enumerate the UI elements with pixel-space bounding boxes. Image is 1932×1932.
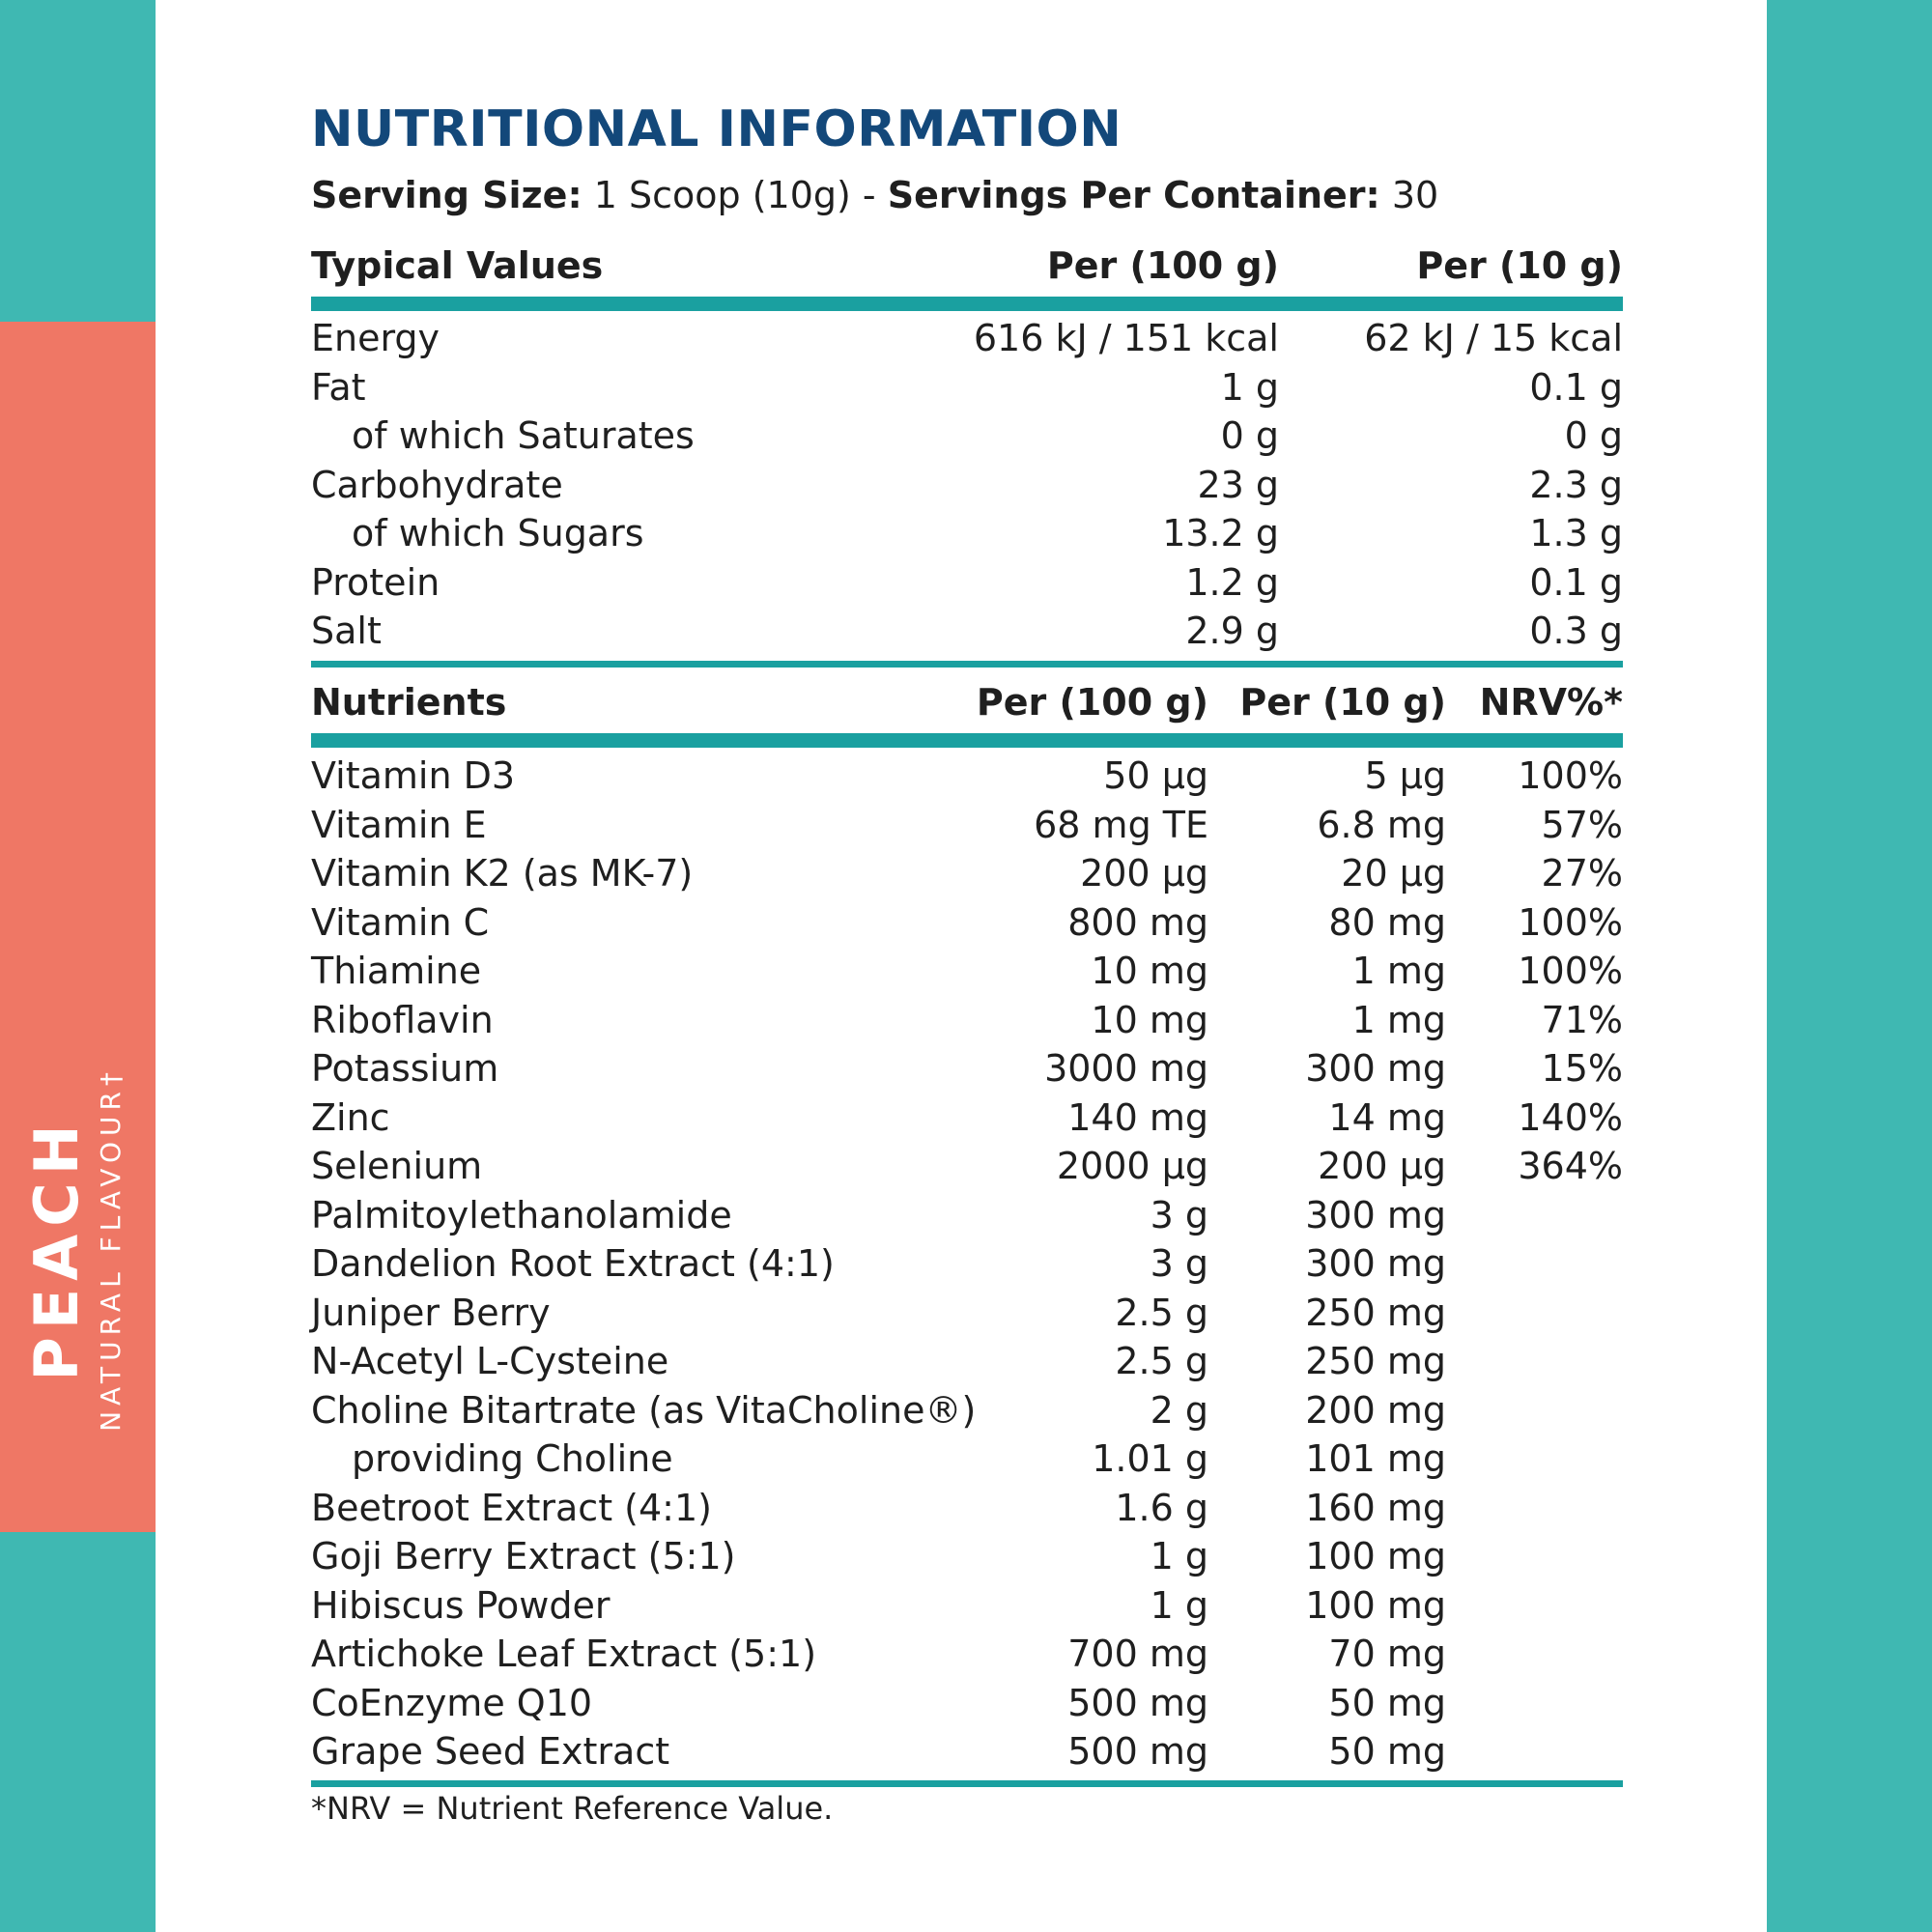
nutrient-name: Energy <box>311 317 440 359</box>
table-row <box>311 1679 1623 1727</box>
table-row <box>311 412 1623 460</box>
flavour-name: PEACH <box>21 1117 92 1381</box>
nutrient-name: Dandelion Root Extract (4:1) <box>311 1242 835 1285</box>
value-nrv: 364% <box>1518 1145 1623 1187</box>
value-per-100g: 3 g <box>1150 1193 1208 1236</box>
nutrients-header <box>311 678 1623 726</box>
value-nrv: 57% <box>1541 803 1623 846</box>
table-row <box>311 1044 1623 1093</box>
nutrient-name: Artichoke Leaf Extract (5:1) <box>311 1633 817 1675</box>
value-per-10g: 1.3 g <box>1529 512 1623 554</box>
value-per-100g: 2 g <box>1150 1388 1208 1432</box>
table-row <box>311 1581 1623 1630</box>
value-per-10g: 14 mg <box>1328 1095 1446 1139</box>
serving-size-label: Serving Size: <box>311 174 582 216</box>
value-per-100g: 50 µg <box>1103 754 1208 797</box>
nutrient-name: Hibiscus Powder <box>311 1583 611 1627</box>
value-per-100g: 700 mg <box>1067 1633 1208 1675</box>
serving-size-value: 1 Scoop (10g) <box>593 174 851 216</box>
value-nrv: 100% <box>1518 754 1623 797</box>
value-per-100g: 10 mg <box>1091 950 1208 992</box>
nutrients-header-per10: Per (10 g) <box>1239 681 1446 724</box>
value-per-10g: 5 µg <box>1364 754 1446 797</box>
nutrient-name: Grape Seed Extract <box>311 1730 670 1773</box>
nutrients-header-per100: Per (100 g) <box>976 681 1208 724</box>
value-per-10g: 0.1 g <box>1529 560 1623 604</box>
value-per-100g: 2.5 g <box>1115 1291 1208 1334</box>
value-per-10g: 101 mg <box>1305 1437 1446 1480</box>
value-per-100g: 3000 mg <box>1044 1047 1208 1090</box>
table-row <box>311 1484 1623 1532</box>
nutrient-name: CoEnzyme Q10 <box>311 1681 593 1724</box>
nutrient-name: Juniper Berry <box>311 1291 551 1334</box>
nutrient-name: Potassium <box>311 1047 499 1090</box>
nutrient-name: Vitamin D3 <box>311 754 516 797</box>
flavour-label <box>21 1066 128 1432</box>
typical-values-header <box>311 242 1623 290</box>
nrv-footnote: *NRV = Nutrient Reference Value. <box>311 1790 834 1827</box>
table-row <box>311 1094 1623 1142</box>
nutrient-name: Beetroot Extract (4:1) <box>311 1486 712 1529</box>
value-per-100g: 3 g <box>1150 1242 1208 1285</box>
nutrient-name: Salt <box>311 610 382 652</box>
value-per-10g: 100 mg <box>1305 1583 1446 1627</box>
right-teal-edge <box>1767 0 1932 1932</box>
table-row <box>311 1191 1623 1239</box>
value-per-100g: 2000 µg <box>1056 1145 1208 1187</box>
value-per-100g: 2.9 g <box>1185 610 1279 652</box>
value-per-10g: 100 mg <box>1305 1535 1446 1577</box>
value-per-100g: 23 g <box>1197 463 1279 506</box>
table-row <box>311 996 1623 1044</box>
servings-per-container-value: 30 <box>1391 174 1439 216</box>
value-per-10g: 2.3 g <box>1529 463 1623 506</box>
table-row <box>311 509 1623 557</box>
value-per-10g: 1 mg <box>1351 950 1446 992</box>
table-row <box>311 849 1623 897</box>
typical-header-rule <box>311 297 1623 311</box>
value-per-10g: 50 mg <box>1328 1730 1446 1773</box>
page-title: NUTRITIONAL INFORMATION <box>311 100 1122 158</box>
value-per-10g: 250 mg <box>1305 1291 1446 1334</box>
nutrient-name: Vitamin C <box>311 900 490 944</box>
table-row <box>311 1142 1623 1190</box>
value-per-10g: 50 mg <box>1328 1681 1446 1724</box>
flavour-subtitle: NATURAL FLAVOUR† <box>95 1066 127 1432</box>
value-per-100g: 0 g <box>1220 414 1279 457</box>
value-nrv: 140% <box>1518 1095 1623 1139</box>
serving-info <box>311 174 1438 216</box>
value-per-10g: 250 mg <box>1305 1340 1446 1382</box>
value-per-10g: 70 mg <box>1328 1633 1446 1675</box>
value-per-10g: 62 kJ / 15 kcal <box>1364 317 1623 359</box>
value-per-100g: 500 mg <box>1067 1681 1208 1724</box>
value-per-100g: 500 mg <box>1067 1730 1208 1773</box>
value-nrv: 100% <box>1518 950 1623 992</box>
value-nrv: 27% <box>1541 852 1623 895</box>
table-row <box>311 461 1623 509</box>
value-per-100g: 616 kJ / 151 kcal <box>973 317 1279 359</box>
value-per-10g: 200 mg <box>1305 1388 1446 1432</box>
servings-per-container-label: Servings Per Container: <box>887 174 1380 216</box>
value-nrv: 100% <box>1518 900 1623 944</box>
value-per-100g: 1.2 g <box>1185 560 1279 604</box>
value-nrv: 15% <box>1541 1047 1623 1090</box>
table-row <box>311 1630 1623 1678</box>
table-row <box>311 558 1623 607</box>
table-row <box>311 1386 1623 1435</box>
table-row <box>311 314 1623 362</box>
table-row <box>311 801 1623 849</box>
nutrient-name: Vitamin E <box>311 803 487 846</box>
nutrient-name: Riboflavin <box>311 998 494 1041</box>
value-per-10g: 6.8 mg <box>1317 803 1446 846</box>
table-row <box>311 1532 1623 1580</box>
typical-header-name: Typical Values <box>311 244 604 287</box>
value-per-10g: 160 mg <box>1305 1486 1446 1529</box>
nutrient-name: Palmitoylethanolamide <box>311 1193 732 1236</box>
nutrients-header-nrv: NRV%* <box>1479 681 1623 724</box>
value-per-10g: 20 µg <box>1341 852 1446 895</box>
typical-header-per10: Per (10 g) <box>1416 244 1623 287</box>
table-row <box>311 1239 1623 1288</box>
value-per-100g: 1.6 g <box>1115 1486 1208 1529</box>
table-row <box>311 898 1623 947</box>
value-per-100g: 68 mg TE <box>1034 803 1208 846</box>
value-per-10g: 200 µg <box>1318 1145 1446 1187</box>
value-per-10g: 300 mg <box>1305 1047 1446 1090</box>
nutrient-name: Protein <box>311 560 440 604</box>
table-row <box>311 1337 1623 1385</box>
value-per-100g: 13.2 g <box>1162 512 1279 554</box>
table-row <box>311 752 1623 800</box>
table-row <box>311 1727 1623 1776</box>
value-per-100g: 1 g <box>1150 1535 1208 1577</box>
nutrient-name: Goji Berry Extract (5:1) <box>311 1535 736 1577</box>
nutrient-name: Carbohydrate <box>311 463 563 506</box>
nutrient-name: Zinc <box>311 1095 390 1139</box>
value-per-10g: 0.1 g <box>1529 365 1623 409</box>
value-per-100g: 1.01 g <box>1092 1437 1208 1480</box>
value-per-100g: 800 mg <box>1067 900 1208 944</box>
value-per-10g: 80 mg <box>1328 900 1446 944</box>
serving-separator: - <box>862 174 876 216</box>
nutrient-name: N-Acetyl L-Cysteine <box>311 1340 669 1382</box>
value-per-100g: 140 mg <box>1067 1095 1208 1139</box>
nutrient-name: Fat <box>311 365 366 409</box>
nutrient-name: Thiamine <box>311 950 482 992</box>
value-per-100g: 10 mg <box>1091 998 1208 1041</box>
nutrient-name: Vitamin K2 (as MK-7) <box>311 852 694 895</box>
nutrient-name: Choline Bitartrate (as VitaCholine®) <box>311 1388 977 1432</box>
value-per-100g: 2.5 g <box>1115 1340 1208 1382</box>
value-per-100g: 1 g <box>1220 365 1279 409</box>
value-per-10g: 0 g <box>1564 414 1623 457</box>
nutrient-name: providing Choline <box>352 1437 673 1480</box>
typical-bottom-rule <box>311 661 1623 668</box>
nutrients-header-rule <box>311 733 1623 748</box>
nutrient-name: of which Saturates <box>352 414 695 457</box>
value-per-10g: 1 mg <box>1351 998 1446 1041</box>
table-row <box>311 947 1623 995</box>
value-per-10g: 300 mg <box>1305 1242 1446 1285</box>
nutrient-name: of which Sugars <box>352 512 644 554</box>
value-per-10g: 300 mg <box>1305 1193 1446 1236</box>
table-row <box>311 363 1623 412</box>
value-per-10g: 0.3 g <box>1529 610 1623 652</box>
typical-header-per100: Per (100 g) <box>1046 244 1279 287</box>
table-row <box>311 607 1623 655</box>
nutrient-name: Selenium <box>311 1145 483 1187</box>
flavour-band <box>0 322 156 1532</box>
value-nrv: 71% <box>1541 998 1623 1041</box>
value-per-100g: 200 µg <box>1080 852 1208 895</box>
nutrients-bottom-rule <box>311 1780 1623 1787</box>
nutrients-header-name: Nutrients <box>311 681 507 724</box>
value-per-100g: 1 g <box>1150 1583 1208 1627</box>
table-row <box>311 1289 1623 1337</box>
table-row <box>311 1435 1623 1483</box>
